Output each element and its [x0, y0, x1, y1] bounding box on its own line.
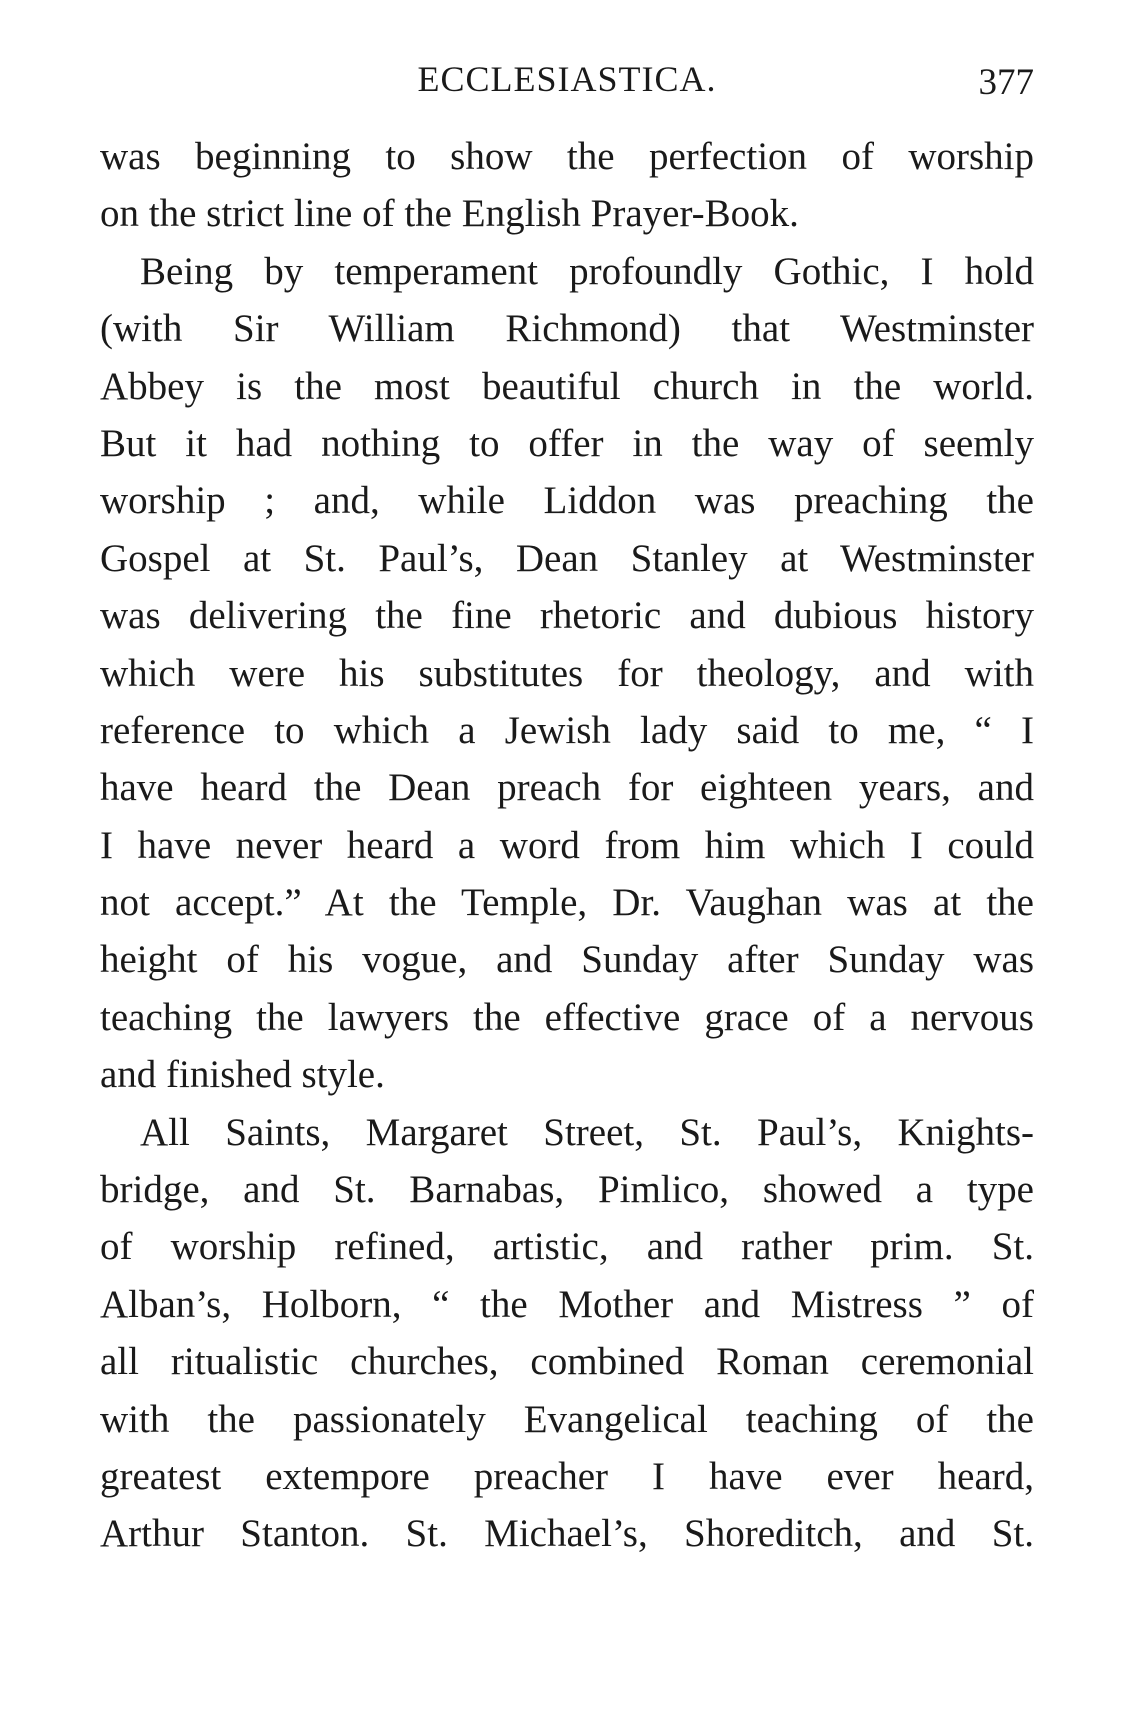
paragraph — [100, 128, 1034, 243]
text-line: height of his vogue, and Sunday after Sunday was — [100, 938, 1034, 982]
text-line: But it had nothing to offer in the way of seemly — [100, 421, 1034, 465]
text-line: on the strict line of the English Prayer-Book. — [100, 192, 799, 236]
body-text — [100, 128, 1034, 1563]
text-line: All Saints, Margaret Street, St. Paul’s, Knights- — [140, 1110, 1034, 1154]
text-line: teaching the lawyers the effective grace of a nervous — [100, 995, 1034, 1039]
text-line: all ritualistic churches, combined Roman ceremonial — [100, 1340, 1034, 1384]
text-line: which were his substitutes for theology, and with — [100, 651, 1034, 695]
text-line: have heard the Dean preach for eighteen years, and — [100, 766, 1034, 810]
text-line: bridge, and St. Barnabas, Pimlico, showed a type — [100, 1168, 1034, 1212]
page-number: 377 — [978, 62, 1034, 103]
text-line: Alban’s, Holborn, “ the Mother and Mistress ” of — [100, 1282, 1034, 1326]
text-line: of worship refined, artistic, and rather prim. St. — [100, 1225, 1034, 1269]
text-line: (with Sir William Richmond) that Westminster — [100, 307, 1034, 351]
paragraph — [100, 1104, 1034, 1563]
text-line: reference to which a Jewish lady said to me, “ I — [100, 708, 1034, 752]
text-line: Gospel at St. Paul’s, Dean Stanley at Westminster — [100, 536, 1034, 580]
text-line: Arthur Stanton. St. Michael’s, Shoreditch, and St. — [100, 1512, 1034, 1556]
text-line: greatest extempore preacher I have ever heard, — [100, 1454, 1034, 1498]
text-line: was beginning to show the perfection of worship — [100, 135, 1034, 178]
text-line: was delivering the fine rhetoric and dubious history — [100, 594, 1034, 638]
paragraph — [100, 243, 1034, 1104]
text-line: worship ; and, while Liddon was preaching the — [100, 479, 1034, 523]
text-line: Being by temperament profoundly Gothic, I hold — [140, 249, 1034, 293]
running-title: ECCLESIASTICA. — [417, 59, 717, 99]
text-line: I have never heard a word from him which I could — [100, 823, 1034, 867]
text-line: and finished style. — [100, 1053, 385, 1097]
running-head — [100, 54, 1034, 104]
text-line: not accept.” At the Temple, Dr. Vaughan was at the — [100, 881, 1034, 925]
text-line: with the passionately Evangelical teaching of the — [100, 1397, 1034, 1441]
text-line: Abbey is the most beautiful church in the world. — [100, 364, 1034, 408]
